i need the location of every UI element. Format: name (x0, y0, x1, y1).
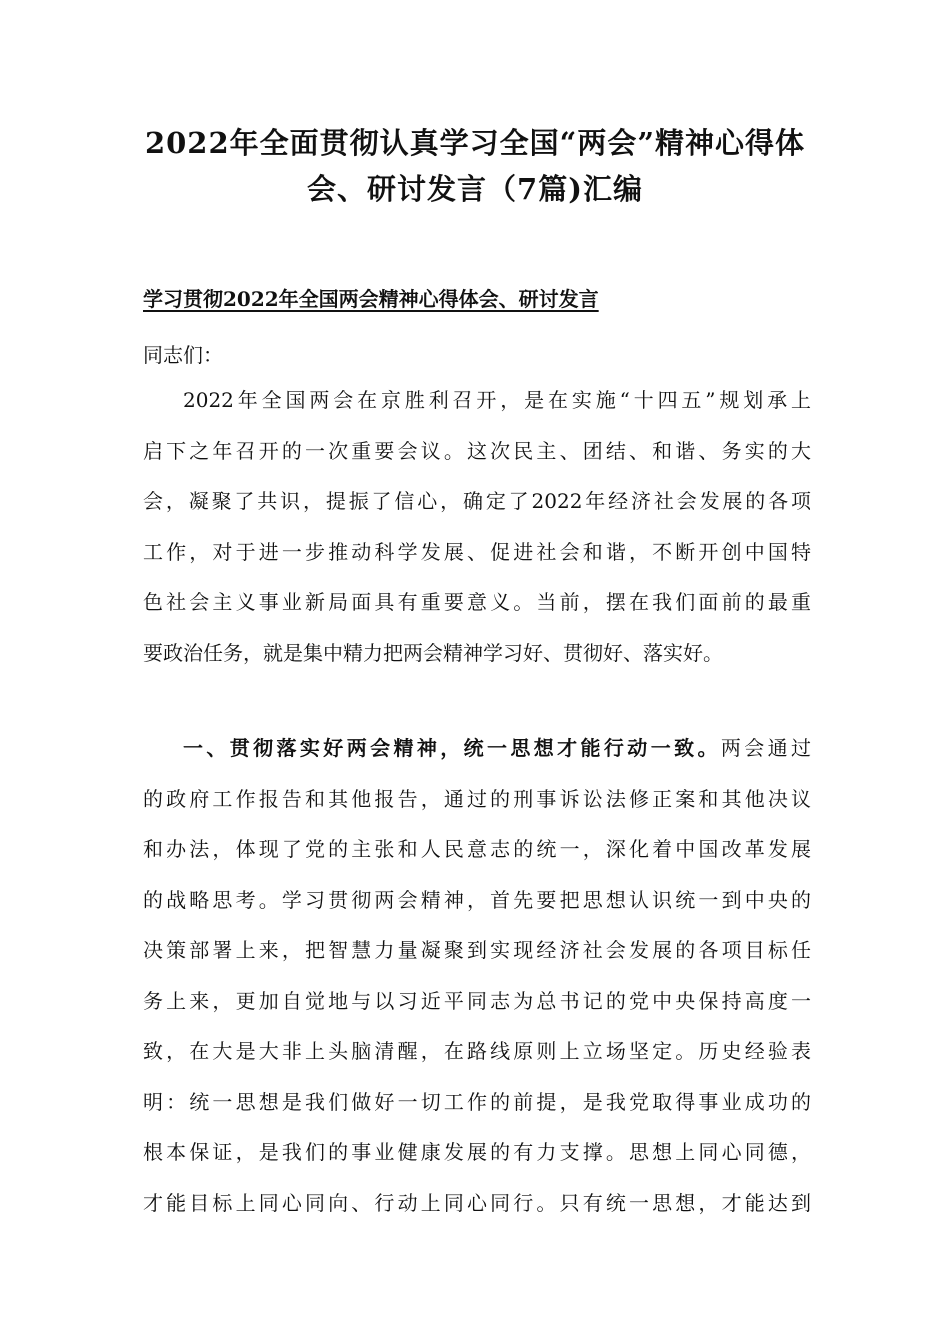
paragraph-line-rest: 两会通过 (720, 736, 812, 760)
section-heading: 学习贯彻2022年全国两会精神心得体会、研讨发言 (143, 287, 599, 311)
paragraph-line: 会，凝聚了共识，提振了信心，确定了2022年经济社会发展的各项 (143, 489, 811, 513)
paragraph-1 (143, 375, 811, 678)
paragraph-line: 的战略思考。学习贯彻两会精神，首先要把思想认识统一到中央的 (143, 887, 811, 912)
paragraph-line: 2022年全国两会在京胜利召开，是在实施“十四五”规划承上 (183, 388, 811, 412)
paragraph-line: 决策部署上来，把智慧力量凝聚到实现经济社会发展的各项目标任 (143, 938, 811, 962)
greeting: 同志们： (143, 343, 223, 367)
paragraph-line: 明：统一思想是我们做好一切工作的前提，是我党取得事业成功的 (143, 1089, 811, 1114)
paragraph-line: 务上来，更加自觉地与以习近平同志为总书记的党中央保持高度一 (143, 988, 811, 1013)
paragraph-lead-heading: 一、贯彻落实好两会精神，统一思想才能行动一致。 (183, 736, 721, 760)
paragraph-line: 的政府工作报告和其他报告，通过的刑事诉讼法修正案和其他决议 (143, 786, 811, 811)
paragraph-2 (143, 723, 811, 1228)
paragraph-line (143, 723, 811, 774)
paragraph-line: 根本保证，是我们的事业健康发展的有力支撑。思想上同心同德， (143, 1140, 811, 1164)
title-line-2: 会、研讨发言（7篇)汇编 (307, 172, 643, 206)
paragraph-line: 要政治任务，就是集中精力把两会精神学习好、贯彻好、落实好。 (143, 640, 723, 665)
paragraph-line: 致，在大是大非上头脑清醒，在路线原则上立场坚定。历史经验表 (143, 1039, 811, 1063)
paragraph-line: 才能目标上同心同向、行动上同心同行。只有统一思想，才能达到 (143, 1190, 811, 1215)
paragraph-line: 工作，对于进一步推动科学发展、促进社会和谐，不断开创中国特 (143, 539, 811, 564)
paragraph-line: 和办法，体现了党的主张和人民意志的统一，深化着中国改革发展 (143, 837, 811, 861)
paragraph-line: 启下之年召开的一次重要会议。这次民主、团结、和谐、务实的大 (143, 438, 811, 463)
title-line-1: 2022年全面贯彻认真学习全国“两会”精神心得体 (144, 126, 806, 160)
paragraph-line: 色社会主义事业新局面具有重要意义。当前，摆在我们面前的最重 (143, 590, 811, 614)
document-title (120, 120, 830, 212)
